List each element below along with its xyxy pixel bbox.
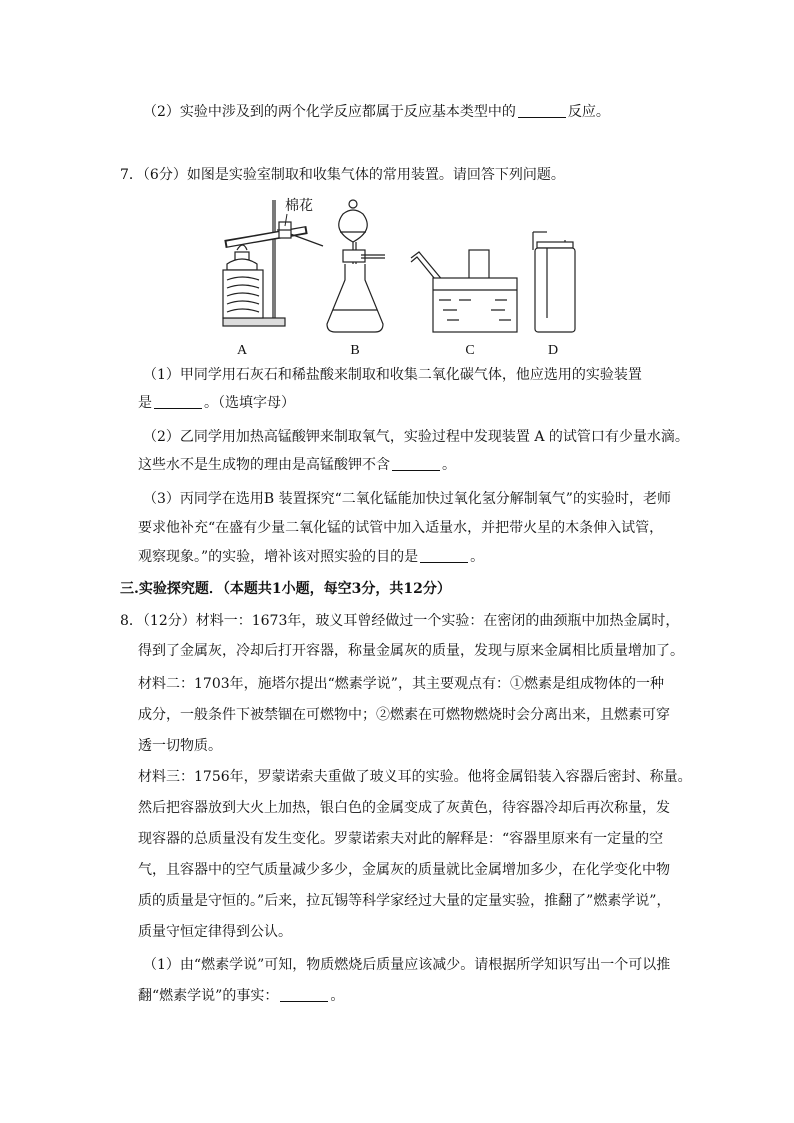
answer-blank[interactable]: [280, 987, 328, 1002]
q7-sub2-line1: （2）乙同学用加热高锰酸钾来制取氧气，实验过程中发现装置 A 的试管口有少量水滴。: [143, 429, 689, 445]
q8-material2-line1: 材料二：1703年，施塔尔提出“燃素学说”，其主要观点有：①燃素是组成物体的一种: [138, 676, 664, 692]
q8-material2-line3: 透一切物质。: [138, 738, 222, 754]
apparatus-d: [533, 232, 575, 332]
q8-sub1-text: 翻“燃素学说”的事实：: [138, 988, 279, 1004]
answer-blank[interactable]: [392, 456, 440, 471]
q7-sub3-line1: （3）丙同学在选用B 装置探究“二氧化锰能加快过氧化氢分解制氧气”的实验时，老师: [143, 491, 671, 507]
lab-apparatus-figure: [215, 192, 590, 362]
answer-blank[interactable]: [518, 103, 566, 118]
label-d: D: [547, 343, 559, 358]
apparatus-c: [411, 250, 517, 332]
q7-sub1-text: 是: [138, 395, 152, 411]
label-a: A: [236, 343, 248, 358]
q7-sub1-line1: （1）甲同学用石灰石和稀盐酸来制取和收集二氧化碳气体，他应选用的实验装置: [143, 367, 642, 383]
q6-sub2-tail: 反应。: [567, 104, 610, 120]
q8-sub1-line2: [138, 986, 344, 1006]
q7-sub2-text: 这些水不是生成物的理由是高锰酸钾不含: [138, 457, 390, 473]
q6-sub2: [143, 102, 610, 122]
q8-material3-line5: 质的质量是守恒的。”后来，拉瓦锡等科学家经过大量的定量实验，推翻了”燃素学说”，: [138, 893, 671, 909]
answer-blank[interactable]: [154, 394, 202, 409]
q8-material3-line3: 现容器的总质量没有发生变化。罗蒙诺索夫对此的解释是：“容器里原来有一定量的空: [138, 831, 664, 847]
label-b: B: [350, 343, 360, 358]
apparatus-a: [223, 200, 323, 326]
q7-sub1-line2: [138, 393, 295, 413]
q7-sub2-line2: [138, 455, 456, 475]
q8-material1-line2: 得到了金属灰，冷却后打开容器，称量金属灰的质量，发现与原来金属相比质量增加了。: [138, 643, 684, 659]
label-c: C: [465, 343, 475, 358]
q8-sub1-line1: （1）由“燃素学说”可知，物质燃烧后质量应该减少。请根据所学知识写出一个可以推: [143, 957, 671, 973]
q7-sub3-text: 观察现象。”的实验，增补该对照实验的目的是: [138, 549, 419, 565]
answer-blank[interactable]: [420, 548, 468, 563]
q8-material3-line4: 气，且容器中的空气质量减少多少，金属灰的质量就比金属增加多少，在化学变化中物: [138, 862, 670, 878]
q8-material2-line2: 成分，一般条件下被禁锢在可燃物中；②燃素在可燃物燃烧时会分离出来，且燃素可穿: [138, 707, 670, 723]
q8-material3-line1: 材料三：1756年，罗蒙诺索夫重做了玻义耳的实验。他将金属铅装入容器后密封、称量。: [138, 769, 692, 785]
apparatus-drawing: [215, 192, 590, 362]
q8-material3-line2: 然后把容器放到大火上加热，银白色的金属变成了灰黄色，待容器冷却后再次称量，发: [138, 800, 670, 816]
cotton-label: 棉花: [285, 199, 313, 214]
q7-sub2-tail: 。: [442, 457, 456, 473]
section-title: 三.实验探究题．（本题共1小题，每空3分，共12分）: [120, 581, 451, 597]
q6-sub2-text: （2）实验中涉及到的两个化学反应都属于反应基本类型中的: [143, 104, 516, 120]
q8-material1-line1: 8．（12分）材料一：1673年，玻义耳曾经做过一个实验：在密闭的曲颈瓶中加热金属时，: [120, 613, 680, 629]
q7-sub3-tail: 。: [470, 549, 485, 565]
apparatus-b: [327, 200, 385, 332]
q7-header: 7．（6分）如图是实验室制取和收集气体的常用装置。请回答下列问题。: [120, 167, 565, 183]
q7-sub3-line3: [138, 547, 484, 567]
q7-sub1-tail: 。（选填字母）: [204, 395, 295, 411]
q8-material3-line6: 质量守恒定律得到公认。: [138, 924, 292, 940]
q8-sub1-tail: 。: [330, 988, 345, 1004]
q7-sub3-line2: 要求他补充“在盛有少量二氧化锰的试管中加入适量水，并把带火星的木条伸入试管，: [138, 520, 664, 536]
